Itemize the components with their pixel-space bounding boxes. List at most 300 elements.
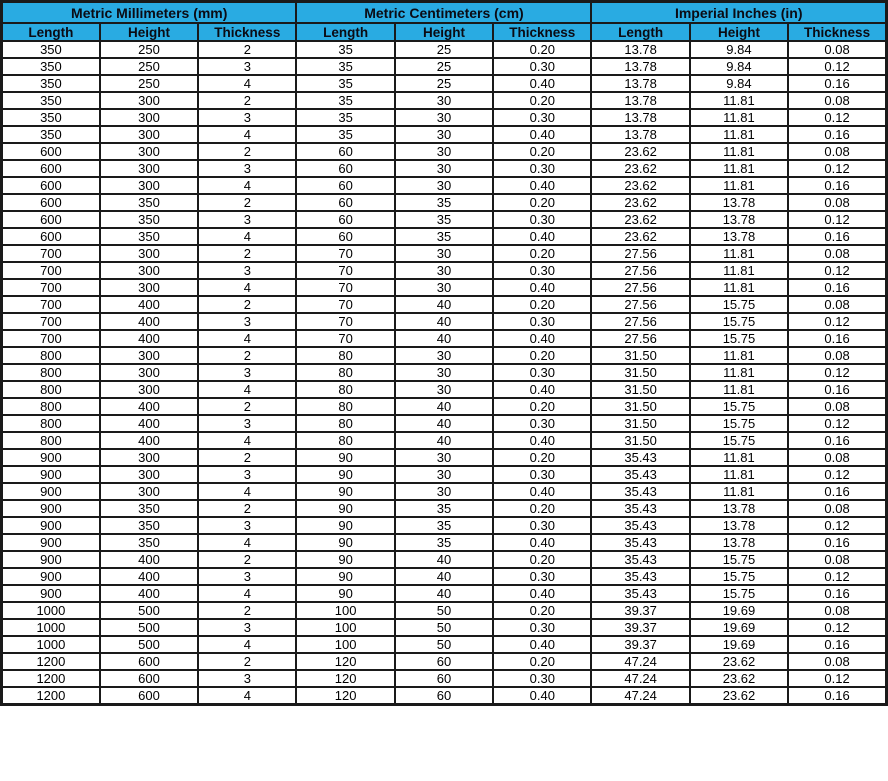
cell-mm-thickness: 2 (198, 296, 296, 313)
cell-mm-thickness: 3 (198, 670, 296, 687)
cell-cm-thickness: 0.40 (493, 381, 591, 398)
cell-in-height: 13.78 (690, 211, 788, 228)
cell-cm-thickness: 0.40 (493, 534, 591, 551)
cell-in-thickness: 0.12 (788, 670, 886, 687)
cell-cm-height: 60 (395, 687, 493, 705)
cell-mm-thickness: 4 (198, 636, 296, 653)
cell-in-height: 11.81 (690, 177, 788, 194)
cell-in-height: 15.75 (690, 415, 788, 432)
cell-in-height: 19.69 (690, 619, 788, 636)
cell-in-thickness: 0.12 (788, 313, 886, 330)
cell-in-length: 39.37 (591, 619, 689, 636)
cell-in-thickness: 0.08 (788, 194, 886, 211)
cell-mm-thickness: 3 (198, 58, 296, 75)
cell-mm-thickness: 2 (198, 551, 296, 568)
cell-cm-thickness: 0.40 (493, 432, 591, 449)
cell-cm-thickness: 0.20 (493, 347, 591, 364)
col-header-in-height: Height (690, 23, 788, 41)
cell-cm-thickness: 0.30 (493, 58, 591, 75)
cell-in-height: 23.62 (690, 687, 788, 705)
cell-mm-thickness: 2 (198, 245, 296, 262)
cell-cm-length: 35 (296, 126, 394, 143)
cell-cm-length: 80 (296, 364, 394, 381)
cell-cm-thickness: 0.40 (493, 75, 591, 92)
cell-mm-height: 350 (100, 211, 198, 228)
cell-in-thickness: 0.08 (788, 449, 886, 466)
cell-cm-height: 40 (395, 568, 493, 585)
cell-mm-length: 600 (2, 160, 100, 177)
group-header-metric-millimeters: Metric Millimeters (mm) (2, 2, 297, 24)
cell-cm-length: 100 (296, 602, 394, 619)
table-row (2, 551, 887, 568)
cell-in-height: 13.78 (690, 500, 788, 517)
cell-in-height: 11.81 (690, 109, 788, 126)
cell-in-height: 11.81 (690, 364, 788, 381)
cell-mm-thickness: 4 (198, 687, 296, 705)
cell-in-thickness: 0.12 (788, 364, 886, 381)
cell-mm-length: 900 (2, 551, 100, 568)
cell-cm-thickness: 0.30 (493, 619, 591, 636)
cell-cm-thickness: 0.20 (493, 602, 591, 619)
cell-cm-thickness: 0.40 (493, 585, 591, 602)
cell-in-thickness: 0.08 (788, 551, 886, 568)
cell-in-length: 23.62 (591, 194, 689, 211)
cell-mm-height: 400 (100, 568, 198, 585)
cell-in-height: 11.81 (690, 262, 788, 279)
cell-in-length: 23.62 (591, 211, 689, 228)
cell-mm-length: 350 (2, 58, 100, 75)
cell-mm-height: 500 (100, 636, 198, 653)
cell-in-height: 19.69 (690, 602, 788, 619)
cell-cm-thickness: 0.30 (493, 160, 591, 177)
cell-in-thickness: 0.12 (788, 415, 886, 432)
cell-in-thickness: 0.16 (788, 585, 886, 602)
cell-mm-length: 700 (2, 279, 100, 296)
cell-mm-thickness: 3 (198, 619, 296, 636)
cell-cm-thickness: 0.30 (493, 670, 591, 687)
cell-in-thickness: 0.12 (788, 160, 886, 177)
cell-in-length: 23.62 (591, 160, 689, 177)
cell-in-height: 9.84 (690, 75, 788, 92)
cell-cm-thickness: 0.40 (493, 483, 591, 500)
cell-cm-thickness: 0.20 (493, 92, 591, 109)
cell-in-height: 11.81 (690, 449, 788, 466)
cell-in-length: 27.56 (591, 279, 689, 296)
cell-in-length: 47.24 (591, 670, 689, 687)
table-row (2, 432, 887, 449)
cell-cm-thickness: 0.30 (493, 415, 591, 432)
cell-mm-length: 1000 (2, 619, 100, 636)
cell-in-thickness: 0.16 (788, 687, 886, 705)
table-row (2, 58, 887, 75)
cell-cm-thickness: 0.40 (493, 636, 591, 653)
cell-in-height: 11.81 (690, 92, 788, 109)
cell-mm-thickness: 2 (198, 92, 296, 109)
cell-mm-length: 1200 (2, 687, 100, 705)
cell-in-length: 39.37 (591, 602, 689, 619)
cell-mm-height: 500 (100, 619, 198, 636)
cell-mm-height: 600 (100, 653, 198, 670)
cell-in-thickness: 0.08 (788, 296, 886, 313)
cell-cm-thickness: 0.20 (493, 653, 591, 670)
cell-mm-length: 800 (2, 432, 100, 449)
cell-mm-height: 300 (100, 449, 198, 466)
cell-cm-height: 30 (395, 177, 493, 194)
table-row (2, 381, 887, 398)
col-header-cm-thickness: Thickness (493, 23, 591, 41)
cell-mm-length: 1200 (2, 670, 100, 687)
cell-mm-height: 350 (100, 500, 198, 517)
cell-cm-length: 120 (296, 670, 394, 687)
table-row (2, 653, 887, 670)
cell-cm-length: 90 (296, 568, 394, 585)
cell-in-length: 35.43 (591, 483, 689, 500)
cell-mm-length: 1000 (2, 636, 100, 653)
cell-cm-length: 90 (296, 449, 394, 466)
cell-mm-thickness: 2 (198, 347, 296, 364)
cell-cm-thickness: 0.20 (493, 143, 591, 160)
cell-mm-thickness: 2 (198, 449, 296, 466)
cell-cm-height: 30 (395, 126, 493, 143)
cell-in-thickness: 0.12 (788, 262, 886, 279)
cell-in-length: 23.62 (591, 228, 689, 245)
table-row (2, 92, 887, 109)
cell-cm-length: 70 (296, 313, 394, 330)
cell-cm-thickness: 0.30 (493, 109, 591, 126)
cell-in-height: 19.69 (690, 636, 788, 653)
cell-cm-length: 90 (296, 534, 394, 551)
table-row (2, 160, 887, 177)
cell-mm-length: 900 (2, 500, 100, 517)
table-row (2, 75, 887, 92)
cell-mm-thickness: 2 (198, 143, 296, 160)
cell-mm-length: 700 (2, 296, 100, 313)
col-header-cm-height: Height (395, 23, 493, 41)
cell-in-height: 11.81 (690, 483, 788, 500)
cell-cm-length: 80 (296, 432, 394, 449)
cell-in-thickness: 0.08 (788, 398, 886, 415)
table-row (2, 534, 887, 551)
cell-in-height: 11.81 (690, 245, 788, 262)
cell-mm-thickness: 2 (198, 398, 296, 415)
cell-cm-length: 100 (296, 619, 394, 636)
cell-in-length: 47.24 (591, 653, 689, 670)
cell-cm-length: 70 (296, 279, 394, 296)
cell-cm-thickness: 0.30 (493, 364, 591, 381)
cell-in-length: 13.78 (591, 92, 689, 109)
cell-mm-thickness: 3 (198, 160, 296, 177)
cell-in-height: 9.84 (690, 41, 788, 58)
cell-cm-height: 40 (395, 330, 493, 347)
cell-cm-length: 60 (296, 194, 394, 211)
cell-cm-length: 35 (296, 58, 394, 75)
col-header-cm-length: Length (296, 23, 394, 41)
col-header-mm-length: Length (2, 23, 100, 41)
cell-in-height: 15.75 (690, 398, 788, 415)
cell-mm-height: 250 (100, 41, 198, 58)
cell-mm-height: 300 (100, 92, 198, 109)
table-row (2, 347, 887, 364)
cell-cm-thickness: 0.30 (493, 517, 591, 534)
cell-mm-height: 600 (100, 687, 198, 705)
cell-mm-length: 600 (2, 143, 100, 160)
column-header-row (2, 23, 887, 41)
cell-in-length: 31.50 (591, 381, 689, 398)
cell-cm-height: 40 (395, 551, 493, 568)
cell-mm-thickness: 3 (198, 466, 296, 483)
cell-mm-height: 300 (100, 109, 198, 126)
cell-in-length: 39.37 (591, 636, 689, 653)
cell-in-thickness: 0.16 (788, 483, 886, 500)
cell-in-length: 31.50 (591, 432, 689, 449)
cell-mm-height: 300 (100, 381, 198, 398)
cell-cm-thickness: 0.30 (493, 262, 591, 279)
cell-cm-length: 70 (296, 262, 394, 279)
cell-in-length: 13.78 (591, 58, 689, 75)
cell-cm-length: 70 (296, 245, 394, 262)
cell-in-length: 31.50 (591, 398, 689, 415)
cell-cm-length: 70 (296, 296, 394, 313)
table-row (2, 41, 887, 58)
cell-mm-length: 800 (2, 398, 100, 415)
cell-cm-length: 60 (296, 160, 394, 177)
cell-in-thickness: 0.16 (788, 75, 886, 92)
cell-mm-thickness: 2 (198, 653, 296, 670)
cell-cm-height: 30 (395, 381, 493, 398)
cell-cm-thickness: 0.20 (493, 194, 591, 211)
cell-mm-length: 600 (2, 211, 100, 228)
table-row (2, 296, 887, 313)
col-header-in-length: Length (591, 23, 689, 41)
cell-cm-height: 60 (395, 653, 493, 670)
cell-cm-thickness: 0.20 (493, 500, 591, 517)
col-header-in-thickness: Thickness (788, 23, 886, 41)
cell-mm-height: 300 (100, 262, 198, 279)
cell-in-height: 13.78 (690, 228, 788, 245)
cell-in-height: 11.81 (690, 279, 788, 296)
cell-mm-thickness: 4 (198, 432, 296, 449)
cell-in-height: 15.75 (690, 330, 788, 347)
cell-mm-height: 300 (100, 347, 198, 364)
cell-cm-length: 120 (296, 687, 394, 705)
cell-in-length: 13.78 (591, 109, 689, 126)
cell-cm-length: 35 (296, 75, 394, 92)
cell-cm-length: 90 (296, 483, 394, 500)
cell-in-length: 35.43 (591, 534, 689, 551)
cell-in-thickness: 0.08 (788, 245, 886, 262)
cell-in-thickness: 0.08 (788, 92, 886, 109)
group-header-row (2, 2, 887, 24)
table-row (2, 364, 887, 381)
cell-in-height: 11.81 (690, 143, 788, 160)
cell-mm-height: 400 (100, 415, 198, 432)
table-row (2, 500, 887, 517)
table-row (2, 313, 887, 330)
cell-mm-height: 300 (100, 245, 198, 262)
cell-mm-length: 350 (2, 126, 100, 143)
cell-cm-thickness: 0.20 (493, 296, 591, 313)
cell-in-length: 13.78 (591, 126, 689, 143)
cell-in-length: 31.50 (591, 415, 689, 432)
cell-cm-thickness: 0.30 (493, 466, 591, 483)
cell-in-height: 15.75 (690, 551, 788, 568)
cell-cm-length: 80 (296, 398, 394, 415)
table-row (2, 126, 887, 143)
table-row (2, 228, 887, 245)
cell-mm-thickness: 4 (198, 483, 296, 500)
table-row (2, 568, 887, 585)
table-row (2, 330, 887, 347)
cell-mm-length: 700 (2, 330, 100, 347)
cell-cm-height: 30 (395, 347, 493, 364)
cell-in-length: 31.50 (591, 347, 689, 364)
cell-in-height: 11.81 (690, 347, 788, 364)
cell-mm-thickness: 3 (198, 313, 296, 330)
table-row (2, 619, 887, 636)
cell-in-length: 35.43 (591, 551, 689, 568)
cell-mm-height: 300 (100, 143, 198, 160)
cell-mm-thickness: 3 (198, 517, 296, 534)
cell-in-thickness: 0.12 (788, 517, 886, 534)
cell-in-height: 15.75 (690, 585, 788, 602)
cell-cm-height: 40 (395, 296, 493, 313)
table-row (2, 483, 887, 500)
cell-in-thickness: 0.16 (788, 126, 886, 143)
cell-mm-height: 350 (100, 517, 198, 534)
cell-mm-height: 250 (100, 75, 198, 92)
cell-mm-length: 350 (2, 92, 100, 109)
table-row (2, 143, 887, 160)
cell-in-height: 11.81 (690, 381, 788, 398)
cell-mm-thickness: 4 (198, 585, 296, 602)
cell-cm-height: 40 (395, 313, 493, 330)
cell-in-length: 35.43 (591, 500, 689, 517)
table-row (2, 398, 887, 415)
cell-in-length: 27.56 (591, 296, 689, 313)
cell-in-thickness: 0.16 (788, 330, 886, 347)
cell-cm-length: 90 (296, 466, 394, 483)
cell-mm-height: 400 (100, 551, 198, 568)
cell-cm-height: 50 (395, 636, 493, 653)
cell-mm-length: 350 (2, 41, 100, 58)
table-row (2, 517, 887, 534)
cell-mm-length: 700 (2, 313, 100, 330)
cell-cm-length: 90 (296, 517, 394, 534)
cell-cm-length: 90 (296, 551, 394, 568)
cell-cm-height: 25 (395, 75, 493, 92)
cell-in-height: 23.62 (690, 670, 788, 687)
cell-mm-thickness: 4 (198, 75, 296, 92)
cell-mm-thickness: 2 (198, 500, 296, 517)
cell-cm-length: 60 (296, 228, 394, 245)
cell-mm-height: 300 (100, 483, 198, 500)
cell-mm-length: 350 (2, 75, 100, 92)
cell-mm-length: 800 (2, 415, 100, 432)
table-row (2, 194, 887, 211)
cell-mm-height: 250 (100, 58, 198, 75)
cell-mm-length: 900 (2, 585, 100, 602)
cell-mm-thickness: 2 (198, 194, 296, 211)
cell-in-height: 13.78 (690, 534, 788, 551)
cell-cm-thickness: 0.40 (493, 330, 591, 347)
cell-cm-thickness: 0.20 (493, 551, 591, 568)
cell-in-thickness: 0.16 (788, 279, 886, 296)
cell-in-height: 11.81 (690, 160, 788, 177)
cell-cm-thickness: 0.20 (493, 245, 591, 262)
cell-cm-height: 40 (395, 585, 493, 602)
table-header (2, 2, 887, 42)
cell-in-height: 15.75 (690, 296, 788, 313)
cell-in-thickness: 0.12 (788, 466, 886, 483)
cell-cm-height: 25 (395, 58, 493, 75)
cell-mm-length: 900 (2, 517, 100, 534)
cell-mm-length: 900 (2, 466, 100, 483)
cell-in-length: 35.43 (591, 517, 689, 534)
cell-cm-height: 50 (395, 619, 493, 636)
cell-cm-height: 30 (395, 92, 493, 109)
cell-cm-height: 50 (395, 602, 493, 619)
cell-mm-thickness: 4 (198, 534, 296, 551)
cell-in-height: 15.75 (690, 568, 788, 585)
cell-in-thickness: 0.12 (788, 58, 886, 75)
cell-in-thickness: 0.08 (788, 143, 886, 160)
cell-mm-height: 500 (100, 602, 198, 619)
cell-cm-thickness: 0.20 (493, 398, 591, 415)
cell-in-height: 23.62 (690, 653, 788, 670)
cell-mm-height: 400 (100, 432, 198, 449)
cell-mm-height: 350 (100, 534, 198, 551)
table-row (2, 211, 887, 228)
cell-in-length: 35.43 (591, 568, 689, 585)
cell-cm-length: 60 (296, 211, 394, 228)
cell-cm-length: 80 (296, 415, 394, 432)
cell-mm-thickness: 3 (198, 415, 296, 432)
table-row (2, 177, 887, 194)
cell-mm-length: 600 (2, 194, 100, 211)
table-body (2, 41, 887, 705)
cell-in-height: 15.75 (690, 432, 788, 449)
cell-mm-thickness: 3 (198, 364, 296, 381)
cell-mm-height: 300 (100, 177, 198, 194)
cell-in-length: 35.43 (591, 466, 689, 483)
cell-in-thickness: 0.16 (788, 228, 886, 245)
cell-in-length: 27.56 (591, 330, 689, 347)
cell-mm-length: 1200 (2, 653, 100, 670)
cell-mm-height: 350 (100, 194, 198, 211)
cell-mm-length: 600 (2, 228, 100, 245)
cell-mm-thickness: 4 (198, 126, 296, 143)
cell-mm-thickness: 3 (198, 109, 296, 126)
cell-cm-thickness: 0.40 (493, 228, 591, 245)
cell-cm-length: 35 (296, 109, 394, 126)
cell-in-length: 47.24 (591, 687, 689, 705)
cell-in-length: 27.56 (591, 245, 689, 262)
cell-in-thickness: 0.12 (788, 211, 886, 228)
table-row (2, 279, 887, 296)
cell-cm-height: 30 (395, 449, 493, 466)
cell-in-thickness: 0.16 (788, 534, 886, 551)
cell-in-height: 11.81 (690, 126, 788, 143)
cell-cm-height: 30 (395, 143, 493, 160)
cell-mm-length: 900 (2, 483, 100, 500)
cell-cm-height: 30 (395, 279, 493, 296)
cell-in-thickness: 0.12 (788, 109, 886, 126)
cell-cm-length: 100 (296, 636, 394, 653)
group-header-metric-centimeters: Metric Centimeters (cm) (296, 2, 591, 24)
table-row (2, 687, 887, 705)
cell-in-thickness: 0.12 (788, 568, 886, 585)
col-header-mm-thickness: Thickness (198, 23, 296, 41)
